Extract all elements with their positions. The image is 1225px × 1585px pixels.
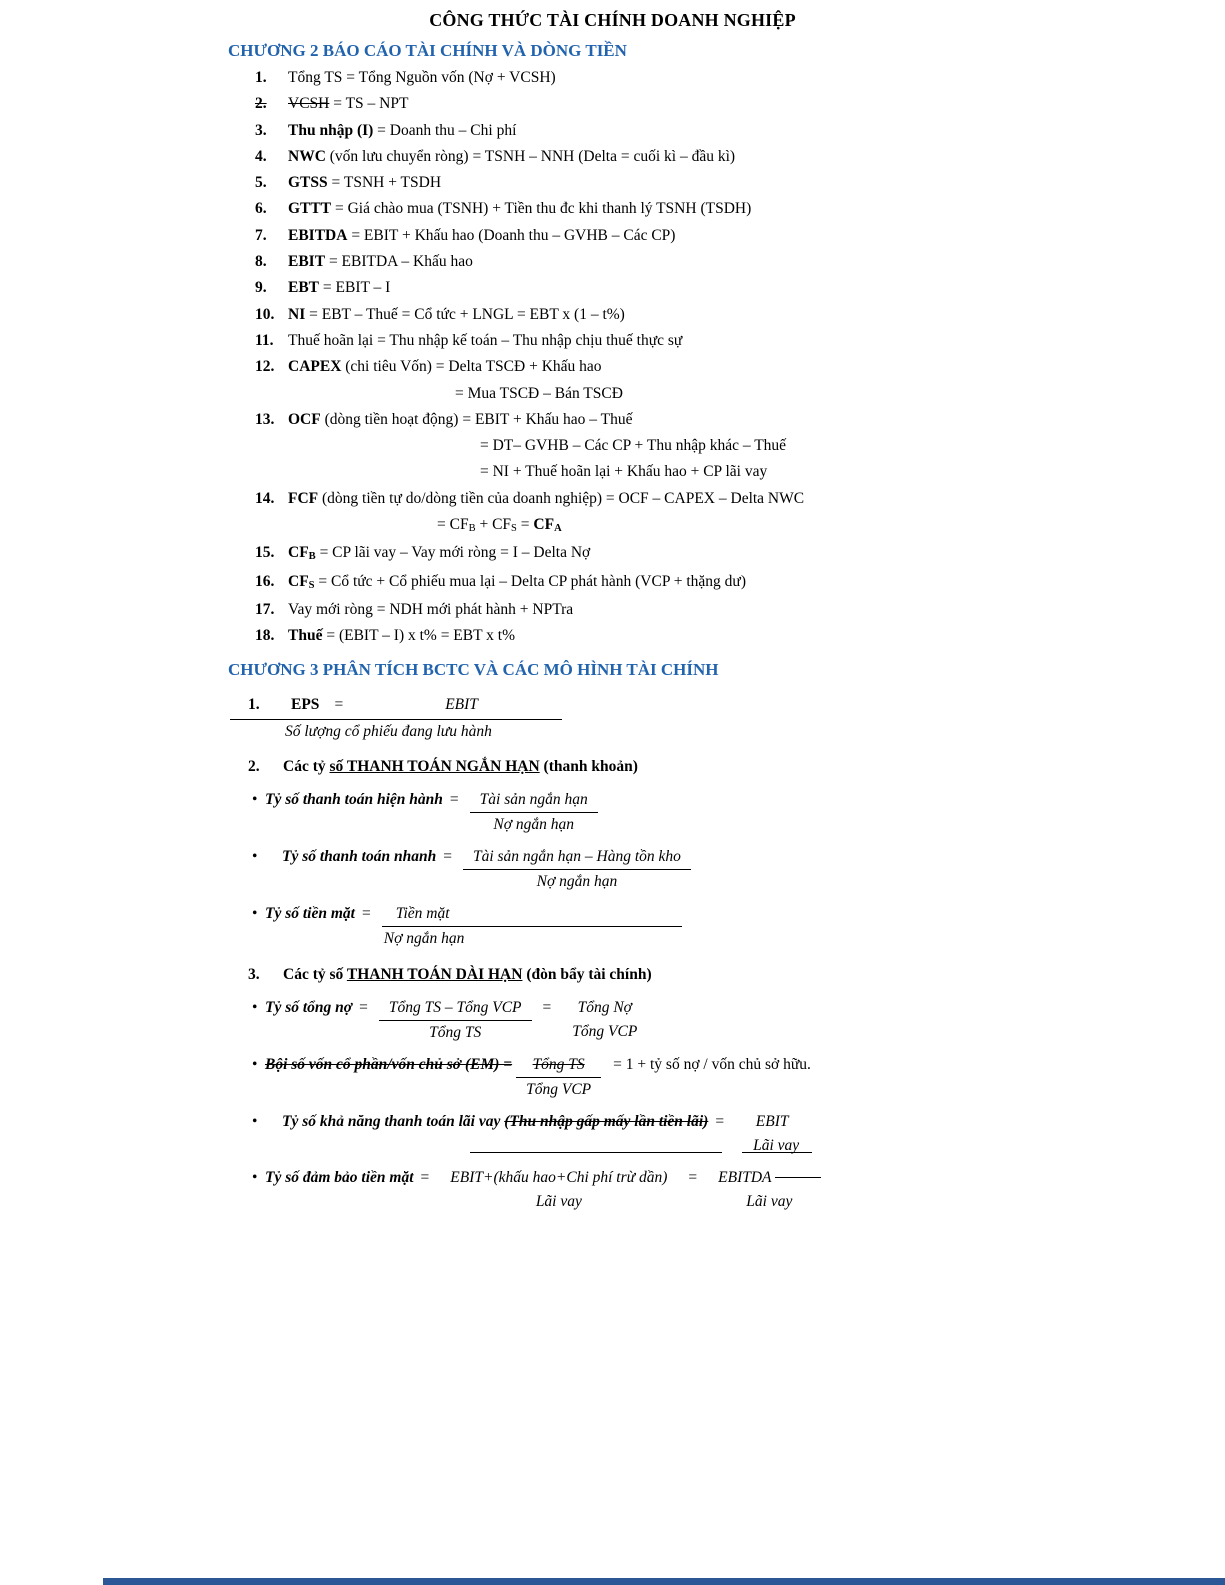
fraction: $\frac{\text{Tiền mặt}}{\text{Nợ ngắn hạn}}$	[382, 901, 682, 951]
item-text: GTSS = TSNH + TSDH	[288, 174, 442, 192]
ratio-interest-coverage: • Tỷ số khả năng thanh toán lãi vay (Thu nhập gấp mấy lần tiền lãi) = EBIT Lãi vay	[252, 1109, 1225, 1158]
item-number: 2.	[255, 95, 267, 113]
formula-item	[255, 118, 1225, 144]
item-text: EBIT = EBITDA – Khấu hao	[288, 253, 473, 271]
item-text: CAPEX (chi tiêu Vốn) = Delta TSCĐ + Khấu hao	[288, 358, 602, 376]
formula-item	[255, 223, 1225, 249]
ratio-cash: • Tỷ số tiền mặt = $\frac{\text{Tiền mặt}}{\text{Nợ ngắn hạn}}$	[252, 901, 1225, 951]
formula-item	[255, 65, 1225, 91]
fraction: $\frac{\text{Tài sản ngắn hạn – Hàng tồn kho}}{\text{Nợ ngắn hạn}}$	[463, 844, 691, 894]
formula-item-struck	[255, 91, 1225, 117]
item-text: Tổng TS = Tổng Nguồn vốn (Nợ + VCSH)	[288, 69, 556, 86]
ratio-current: • Tỷ số thanh toán hiện hành = $\frac{\text{Tài sản ngắn hạn}}{\text{Nợ ngắn hạn}}$	[252, 787, 1225, 837]
item-number: 11.	[255, 331, 274, 349]
item-number: 1.	[248, 695, 260, 713]
formula-item	[255, 540, 1225, 568]
bullet-icon: •	[252, 1112, 258, 1130]
ratio-list-short-term	[252, 787, 1225, 951]
chapter3-heading: CHƯƠNG 3 PHÂN TÍCH BCTC VÀ CÁC MÔ HÌNH TÀI CHÍNH	[228, 659, 719, 679]
formula-item	[255, 407, 1225, 433]
item-text: EBITDA = EBIT + Khấu hao (Doanh thu – GVHB – Các CP)	[288, 226, 676, 244]
item-number: 3.	[255, 121, 267, 139]
item-text: FCF (dòng tiền tự do/dòng tiền của doanh nghiệp) = OCF – CAPEX – Delta NWC	[288, 489, 805, 507]
item-number: 18.	[255, 627, 275, 645]
fraction: Tổng Nợ Tổng VCP	[572, 998, 638, 1040]
item-number: 15.	[255, 544, 275, 562]
chapter2-formula-list	[255, 65, 1225, 650]
formula-item	[255, 275, 1225, 301]
fraction: $\frac{\text{Tổng TS}}{\text{Tổng VCP}}$	[516, 1052, 601, 1102]
bullet-icon: •	[252, 1055, 258, 1073]
formula-item	[255, 328, 1225, 354]
eps-term: EPS	[291, 695, 320, 713]
ratio-total-debt: • Tỷ số tổng nợ = $\frac{\text{Tổng TS – Tổng VCP}}{\text{Tổng TS}}$ = Tổng Nợ Tổng VCP	[252, 995, 1225, 1045]
fraction: $\frac{\text{Tổng TS – Tổng VCP}}{\text{Tổng TS}}$	[379, 995, 532, 1045]
eps-formula: 1. EPS = EBIT Số lượng cổ phiếu đang lưu hành	[230, 692, 1225, 743]
formula-item	[255, 302, 1225, 328]
item-number: 7.	[255, 226, 267, 244]
item-number: 12.	[255, 358, 275, 376]
bullet-icon: •	[252, 847, 258, 865]
item-text: NI = EBT – Thuế = Cổ tức + LNGL = EBT x (1 – t%)	[288, 305, 625, 323]
bullet-icon: •	[252, 1168, 258, 1186]
ratio-quick: • Tỷ số thanh toán nhanh = $\frac{\text{Tài sản ngắn hạn – Hàng tồn kho}}{\text{Nợ ngắn hạn}}$	[252, 844, 1225, 894]
eps-denominator: Số lượng cổ phiếu đang lưu hành	[285, 722, 492, 740]
formula-item	[255, 486, 1225, 512]
section-short-term: 2. Các tỷ số THANH TOÁN NGẮN HẠN (thanh khoản)	[248, 757, 638, 775]
item-number: 9.	[255, 279, 267, 297]
item-number: 5.	[255, 174, 267, 192]
ratio-equity-multiplier: • Bội số vốn cổ phần/vốn chủ sở (EM) = $\frac{\text{Tổng TS}}{\text{Tổng VCP}}$ = 1 + tỷ số nợ / vốn chủ sở hữu.	[252, 1052, 1225, 1102]
formula-item	[255, 170, 1225, 196]
ratio-cash-coverage: • Tỷ số đảm bảo tiền mặt = EBIT+(khấu hao+Chi phí trừ dần) Lãi vay = EBITDA Lãi vay	[252, 1165, 1225, 1214]
formula-continuation: = DT– GVHB – Các CP + Thu nhập khác – Thuế	[480, 437, 787, 455]
formula-item	[255, 354, 1225, 380]
item-text: Thuế = (EBIT – I) x t% = EBT x t%	[288, 627, 516, 645]
chapter2-heading: CHƯƠNG 2 BÁO CÁO TÀI CHÍNH VÀ DÒNG TIỀN	[228, 41, 627, 60]
item-text: CFS = Cổ tức + Cổ phiếu mua lại – Delta CP phát hành (VCP + thặng dư)	[288, 572, 746, 591]
bullet-icon: •	[252, 998, 258, 1016]
item-text: CFB = CP lãi vay – Vay mới ròng = I – Delta Nợ	[288, 544, 591, 563]
item-number: 1.	[255, 69, 267, 86]
item-text: GTTT = Giá chào mua (TSNH) + Tiền thu đc khi thanh lý TSNH (TSDH)	[288, 200, 752, 218]
item-number: 16.	[255, 572, 275, 590]
item-text: Thuế hoãn lại = Thu nhập kế toán – Thu nhập chịu thuế thực sự	[288, 331, 683, 349]
item-text: Vay mới ròng = NDH mới phát hành + NPTra	[288, 600, 574, 618]
formula-item	[255, 623, 1225, 649]
item-number: 13.	[255, 410, 275, 428]
item-number: 4.	[255, 147, 267, 165]
fraction: EBITDA Lãi vay	[708, 1165, 830, 1214]
item-text: Thu nhập (I) = Doanh thu – Chi phí	[288, 121, 517, 139]
fraction: EBIT Lãi vay	[753, 1112, 800, 1154]
bullet-icon: •	[252, 904, 258, 922]
formula-continuation: = Mua TSCĐ – Bán TSCĐ	[455, 384, 623, 402]
formula-continuation: = NI + Thuế hoãn lại + Khấu hao + CP lãi vay	[480, 463, 768, 481]
item-number: 10.	[255, 305, 275, 323]
bottom-blue-bar	[103, 1578, 1225, 1585]
section-long-term: 3. Các tỷ số THANH TOÁN DÀI HẠN (đòn bẩy tài chính)	[248, 965, 652, 983]
item-number: 14.	[255, 489, 275, 507]
formula-item	[255, 144, 1225, 170]
fraction: EBIT+(khấu hao+Chi phí trừ dần) Lãi vay	[450, 1168, 668, 1210]
trailing-line	[775, 1177, 821, 1178]
eps-numerator: EBIT	[445, 695, 478, 713]
formula-continuation: = CFB + CFS = CFA	[437, 516, 562, 535]
item-number: 17.	[255, 600, 275, 618]
horizontal-line	[742, 1152, 812, 1153]
item-text: OCF (dòng tiền hoạt động) = EBIT + Khấu hao – Thuế	[288, 410, 633, 428]
item-text: EBT = EBIT – I	[288, 279, 391, 297]
item-number: 6.	[255, 200, 267, 218]
fraction: $\frac{\text{Tài sản ngắn hạn}}{\text{Nợ ngắn hạn}}$	[470, 787, 598, 837]
ratio-list-long-term	[252, 995, 1225, 1214]
formula-item	[255, 569, 1225, 597]
horizontal-line	[470, 1152, 722, 1153]
formula-item	[255, 597, 1225, 623]
formula-item	[255, 249, 1225, 275]
document-title: CÔNG THỨC TÀI CHÍNH DOANH NGHIỆP	[429, 10, 796, 30]
item-text: VCSH = TS – NPT	[288, 95, 409, 113]
bullet-icon: •	[252, 790, 258, 808]
item-number: 8.	[255, 253, 267, 271]
formula-item	[255, 196, 1225, 222]
item-text: NWC (vốn lưu chuyển ròng) = TSNH – NNH (Delta = cuối kì – đầu kì)	[288, 147, 736, 165]
